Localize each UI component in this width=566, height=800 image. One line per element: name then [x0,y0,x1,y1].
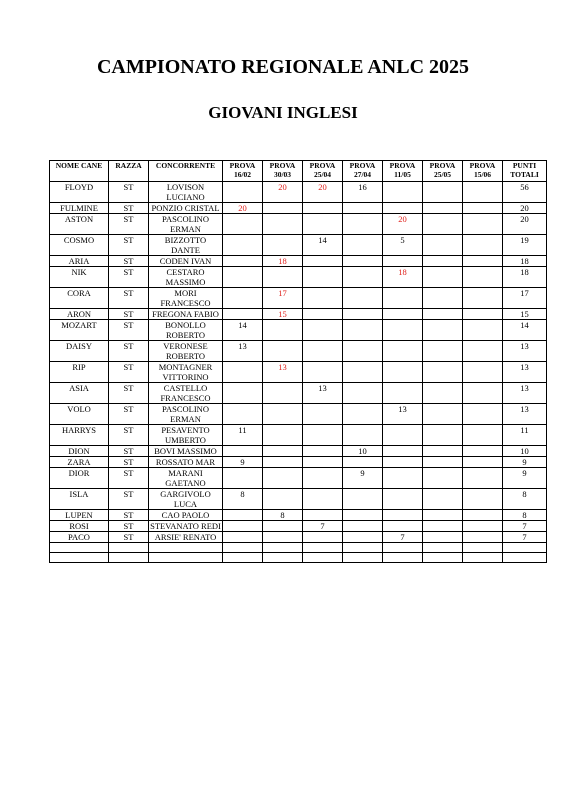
empty-cell [109,543,149,553]
table-row [50,404,547,425]
column-header: PUNTI TOTALI [503,161,547,182]
empty-cell [383,553,423,563]
dog-name-cell: ROSI [50,521,109,532]
score-cell: 14 [223,320,263,341]
empty-cell [50,543,109,553]
score-cell: 20 [383,214,423,235]
dog-name-cell: ARON [50,309,109,320]
breed-cell: ST [109,309,149,320]
score-cell [263,489,303,510]
score-cell [263,267,303,288]
score-cell [303,309,343,320]
score-cell [463,521,503,532]
score-cell [423,267,463,288]
table-row [50,182,547,203]
score-cell [423,510,463,521]
breed-cell: ST [109,235,149,256]
table-row [50,267,547,288]
empty-row [50,543,547,553]
empty-cell [149,553,223,563]
score-cell [343,532,383,543]
dog-name-cell: ASIA [50,383,109,404]
score-cell [263,383,303,404]
score-cell: 17 [263,288,303,309]
score-cell [303,457,343,468]
score-cell [383,425,423,446]
column-header: CONCORRENTE [149,161,223,182]
total-cell: 14 [503,320,547,341]
score-cell [463,341,503,362]
total-cell: 18 [503,256,547,267]
score-cell [223,288,263,309]
score-cell [383,288,423,309]
empty-cell [303,543,343,553]
score-cell [343,235,383,256]
score-cell [383,182,423,203]
dog-name-cell: DAISY [50,341,109,362]
dog-name-cell: NIK [50,267,109,288]
score-cell [343,320,383,341]
owner-cell: PASCOLINO ERMAN [149,404,223,425]
score-cell [463,267,503,288]
score-cell [383,383,423,404]
score-cell [383,203,423,214]
empty-cell [223,543,263,553]
total-cell: 20 [503,214,547,235]
score-cell: 13 [303,383,343,404]
score-cell [383,521,423,532]
score-cell [223,468,263,489]
total-cell: 13 [503,404,547,425]
empty-cell [50,553,109,563]
score-cell [423,362,463,383]
dog-name-cell: ISLA [50,489,109,510]
score-cell [263,320,303,341]
score-cell [463,468,503,489]
score-cell [463,203,503,214]
total-cell: 15 [503,309,547,320]
dog-name-cell: COSMO [50,235,109,256]
score-cell: 20 [303,182,343,203]
owner-cell: LOVISON LUCIANO [149,182,223,203]
score-cell [423,235,463,256]
total-cell: 56 [503,182,547,203]
standings-table [49,160,547,563]
score-cell [423,341,463,362]
total-cell: 17 [503,288,547,309]
score-cell [303,362,343,383]
breed-cell: ST [109,489,149,510]
score-cell [383,468,423,489]
dog-name-cell: FLOYD [50,182,109,203]
total-cell: 10 [503,446,547,457]
empty-cell [383,543,423,553]
breed-cell: ST [109,425,149,446]
score-cell [303,267,343,288]
score-cell [383,446,423,457]
score-cell: 7 [383,532,423,543]
table-row [50,446,547,457]
table-row [50,256,547,267]
score-cell: 13 [223,341,263,362]
score-cell [263,468,303,489]
empty-cell [109,553,149,563]
total-cell: 20 [503,203,547,214]
dog-name-cell: LUPEN [50,510,109,521]
dog-name-cell: DION [50,446,109,457]
table-row [50,214,547,235]
score-cell [343,489,383,510]
table-header-row [50,161,547,182]
score-cell: 14 [303,235,343,256]
score-cell: 18 [383,267,423,288]
score-cell [303,468,343,489]
total-cell: 13 [503,362,547,383]
score-cell [423,256,463,267]
breed-cell: ST [109,320,149,341]
column-header: PROVA 27/04 [343,161,383,182]
score-cell [263,446,303,457]
score-cell [343,309,383,320]
breed-cell: ST [109,468,149,489]
score-cell: 18 [263,256,303,267]
score-cell [303,489,343,510]
score-cell [383,362,423,383]
score-cell [263,532,303,543]
score-cell [423,457,463,468]
score-cell [423,383,463,404]
empty-cell [423,543,463,553]
owner-cell: MONTAGNER VITTORINO [149,362,223,383]
score-cell [343,425,383,446]
score-cell [463,383,503,404]
score-cell [463,404,503,425]
score-cell [383,309,423,320]
score-cell [303,404,343,425]
score-cell [423,489,463,510]
score-cell [303,425,343,446]
column-header: RAZZA [109,161,149,182]
score-cell: 8 [223,489,263,510]
score-cell [463,256,503,267]
owner-cell: ROSSATO MAR [149,457,223,468]
total-cell: 9 [503,468,547,489]
breed-cell: ST [109,256,149,267]
score-cell: 5 [383,235,423,256]
column-header: PROVA 15/06 [463,161,503,182]
table-row [50,457,547,468]
empty-cell [503,553,547,563]
owner-cell: FREGONA FABIO [149,309,223,320]
score-cell [223,267,263,288]
score-cell [383,510,423,521]
score-cell [263,203,303,214]
score-cell [463,446,503,457]
score-cell [343,288,383,309]
score-cell: 13 [263,362,303,383]
score-cell: 10 [343,446,383,457]
column-header: PROVA 16/02 [223,161,263,182]
dog-name-cell: ZARA [50,457,109,468]
score-cell [223,404,263,425]
score-cell [303,288,343,309]
score-cell [223,383,263,404]
score-cell [223,532,263,543]
total-cell: 9 [503,457,547,468]
owner-cell: GARGIVOLO LUCA [149,489,223,510]
score-cell: 15 [263,309,303,320]
owner-cell: PASCOLINO ERMAN [149,214,223,235]
score-cell [463,320,503,341]
breed-cell: ST [109,267,149,288]
total-cell: 7 [503,521,547,532]
owner-cell: VERONESE ROBERTO [149,341,223,362]
score-cell [303,256,343,267]
column-header: PROVA 30/03 [263,161,303,182]
score-cell [383,341,423,362]
total-cell: 7 [503,532,547,543]
dog-name-cell: VOLO [50,404,109,425]
empty-row [50,553,547,563]
score-cell [463,235,503,256]
table-row [50,510,547,521]
score-cell [463,425,503,446]
score-cell [223,362,263,383]
score-cell [423,425,463,446]
empty-cell [463,553,503,563]
owner-cell: BONOLLO ROBERTO [149,320,223,341]
score-cell [223,256,263,267]
dog-name-cell: DIOR [50,468,109,489]
score-cell [463,309,503,320]
score-cell [423,203,463,214]
score-cell: 16 [343,182,383,203]
total-cell: 11 [503,425,547,446]
score-cell [303,214,343,235]
score-cell [343,404,383,425]
score-cell [263,457,303,468]
score-cell: 11 [223,425,263,446]
score-cell [303,320,343,341]
table-row [50,320,547,341]
score-cell: 9 [223,457,263,468]
score-cell [423,288,463,309]
owner-cell: MARANI GAETANO [149,468,223,489]
owner-cell: BIZZOTTO DANTE [149,235,223,256]
owner-cell: MORI FRANCESCO [149,288,223,309]
empty-cell [343,553,383,563]
owner-cell: PONZIO CRISTAL [149,203,223,214]
score-cell [423,521,463,532]
score-cell [423,446,463,457]
breed-cell: ST [109,288,149,309]
table-row [50,425,547,446]
dog-name-cell: ARIA [50,256,109,267]
score-cell [343,383,383,404]
score-cell [423,532,463,543]
score-cell: 9 [343,468,383,489]
breed-cell: ST [109,457,149,468]
empty-cell [463,543,503,553]
score-cell [263,235,303,256]
score-cell: 20 [263,182,303,203]
owner-cell: ARSIE' RENATO [149,532,223,543]
score-cell [223,309,263,320]
empty-cell [503,543,547,553]
total-cell: 8 [503,489,547,510]
score-cell [263,521,303,532]
score-cell [343,362,383,383]
score-cell [223,235,263,256]
score-cell: 7 [303,521,343,532]
score-cell [303,341,343,362]
score-cell [223,510,263,521]
column-header: PROVA 11/05 [383,161,423,182]
total-cell: 8 [503,510,547,521]
score-cell [423,309,463,320]
owner-cell: CESTARO MASSIMO [149,267,223,288]
score-cell [263,425,303,446]
score-cell [423,182,463,203]
table-row [50,362,547,383]
empty-cell [423,553,463,563]
dog-name-cell: PACO [50,532,109,543]
breed-cell: ST [109,446,149,457]
dog-name-cell: ASTON [50,214,109,235]
score-cell: 20 [223,203,263,214]
table-row [50,309,547,320]
column-header: PROVA 25/04 [303,161,343,182]
score-cell: 8 [263,510,303,521]
score-cell [423,214,463,235]
breed-cell: ST [109,182,149,203]
document-title: CAMPIONATO REGIONALE ANLC 2025 [96,56,470,78]
score-cell [223,214,263,235]
dog-name-cell: RIP [50,362,109,383]
table-row [50,521,547,532]
document-subtitle: GIOVANI INGLESI [208,103,358,122]
score-cell [423,320,463,341]
score-cell [463,457,503,468]
score-cell [343,341,383,362]
empty-cell [303,553,343,563]
score-cell [343,256,383,267]
total-cell: 13 [503,341,547,362]
score-cell [383,320,423,341]
table-row [50,468,547,489]
breed-cell: ST [109,203,149,214]
score-cell [223,446,263,457]
owner-cell: BOVI MASSIMO [149,446,223,457]
score-cell [343,510,383,521]
score-cell [303,203,343,214]
table-row [50,235,547,256]
total-cell: 18 [503,267,547,288]
dog-name-cell: MOZART [50,320,109,341]
score-cell [343,267,383,288]
breed-cell: ST [109,383,149,404]
dog-name-cell: CORA [50,288,109,309]
score-cell [423,468,463,489]
score-cell [263,214,303,235]
score-cell [423,404,463,425]
table-row [50,532,547,543]
score-cell [303,532,343,543]
score-cell [463,489,503,510]
table-row [50,203,547,214]
score-cell [463,182,503,203]
score-cell [463,288,503,309]
score-cell [343,457,383,468]
breed-cell: ST [109,521,149,532]
empty-cell [149,543,223,553]
score-cell [223,182,263,203]
score-cell [263,341,303,362]
score-cell [463,510,503,521]
owner-cell: STEVANATO REDI [150,521,221,531]
table-body [50,182,547,563]
owner-cell: CODEN IVAN [149,256,223,267]
score-cell [263,404,303,425]
table-row [50,383,547,404]
score-cell [383,489,423,510]
empty-cell [263,553,303,563]
score-cell: 13 [383,404,423,425]
score-cell [383,457,423,468]
breed-cell: ST [109,532,149,543]
score-cell [303,510,343,521]
score-cell [463,532,503,543]
breed-cell: ST [109,341,149,362]
score-cell [343,214,383,235]
total-cell: 19 [503,235,547,256]
dog-name-cell: FULMINE [50,203,109,214]
score-cell [343,203,383,214]
breed-cell: ST [109,510,149,521]
score-cell [223,521,263,532]
column-header: PROVA 25/05 [423,161,463,182]
breed-cell: ST [109,404,149,425]
table-row [50,288,547,309]
empty-cell [343,543,383,553]
owner-cell: PESAVENTO UMBERTO [149,425,223,446]
score-cell [343,521,383,532]
owner-cell: CAO PAOLO [149,510,223,521]
column-header: NOME CANE [50,161,109,182]
score-cell [303,446,343,457]
table-row [50,489,547,510]
breed-cell: ST [109,214,149,235]
dog-name-cell: HARRYS [50,425,109,446]
empty-cell [223,553,263,563]
score-cell [463,214,503,235]
score-cell [383,256,423,267]
total-cell: 13 [503,383,547,404]
owner-cell: CASTELLO FRANCESCO [149,383,223,404]
breed-cell: ST [109,362,149,383]
empty-cell [263,543,303,553]
table-row [50,341,547,362]
score-cell [463,362,503,383]
